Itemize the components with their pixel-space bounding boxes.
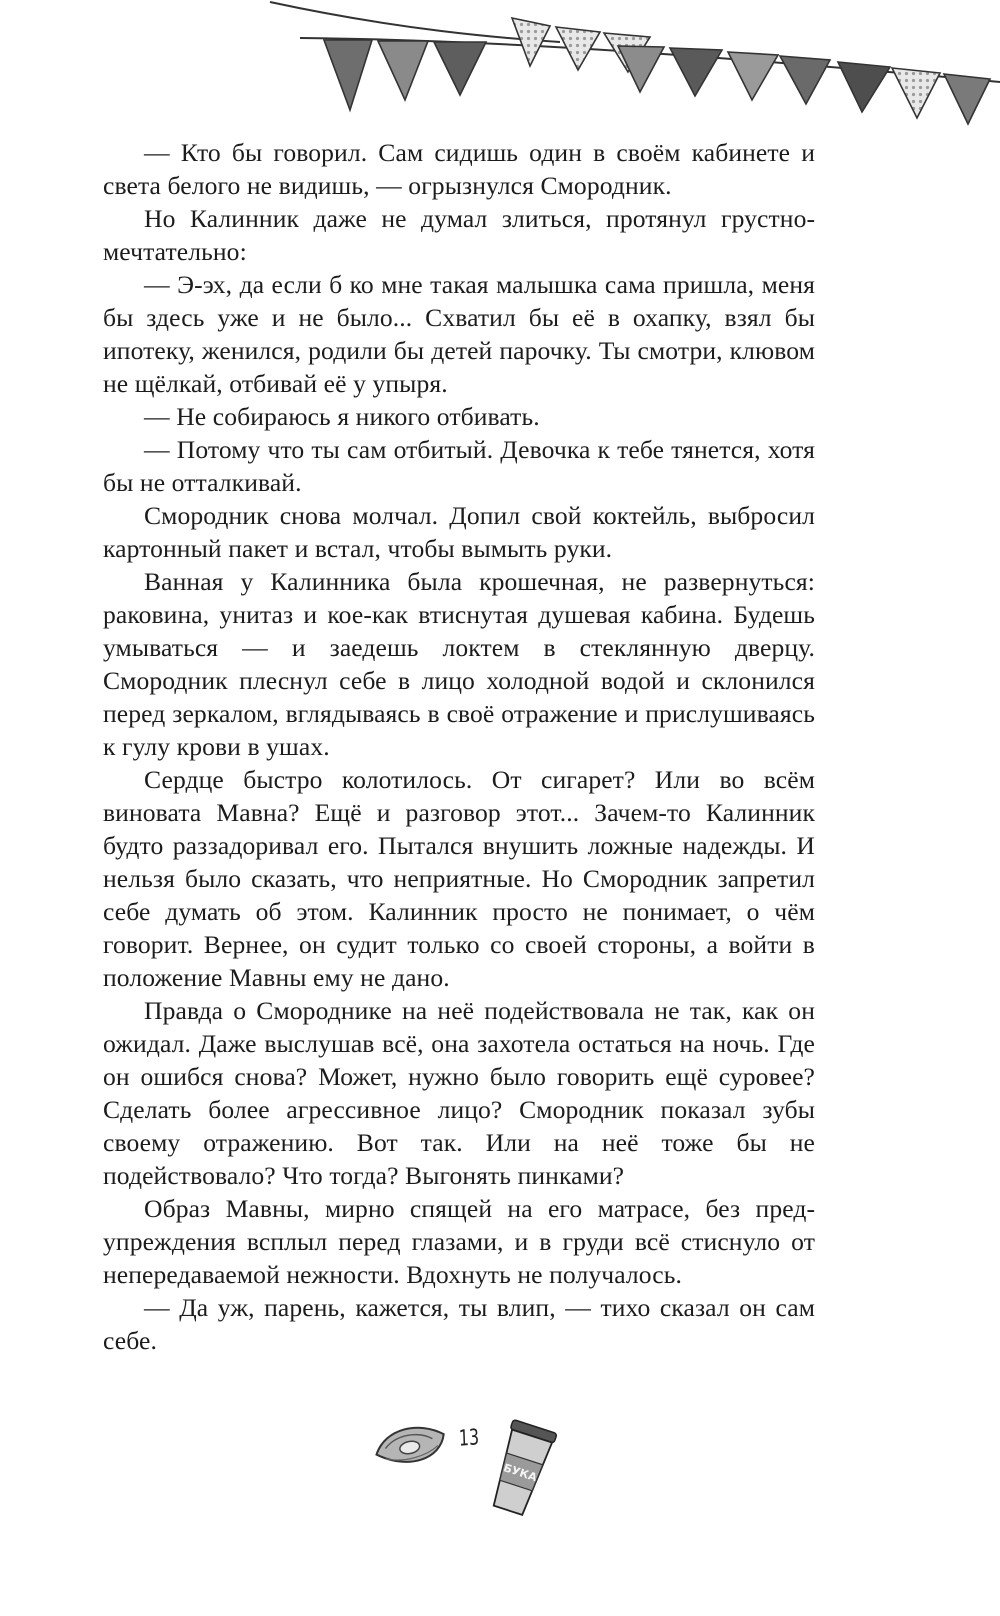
paragraph: Смородник снова молчал. Допил свой коктейль, выбросил картонный пакет и встал, чтобы вымыть руки. [103, 501, 815, 563]
bunting-flags-icon [0, 0, 1000, 130]
body-text [103, 136, 815, 1357]
paragraph: Образ Мавны, мирно спящей на его матрасе, без предупреждения всплыл перед глазами, и в груди всё стиснуло от непередаваемой нежности. Вдохнуть не получалось. [103, 1194, 815, 1289]
pie-pastry-icon [373, 1422, 448, 1469]
footer-illustration [0, 1400, 1000, 1540]
paragraph: — Кто бы говорил. Сам сидишь один в своём кабинете и света белого не видишь, — огрызнулся Смородник. [103, 138, 815, 200]
paragraph: Сердце быстро колотилось. От сигарет? Или во всём виновата Мавна? Ещё и разговор этот... Зачем-то Калинник будто раззадоривал его. Пытался внушить ложные надежды. И нельзя было сказать, что неприятные. Но Смородник запретил себе думать об этом. Калинник просто не понимает, о чём говорит. Вернее, он судит только со своей стороны, а войти в положение Мавны ему не дано. [103, 765, 815, 992]
paragraph: — Э-эх, да если б ко мне такая малышка сама пришла, меня бы здесь уже и не было... Схватил бы её в охапку, взял бы ипотеку, женился, родили бы детей парочку. Ты смотри, клювом не щёлкай, отбивай её у упыря. [103, 270, 815, 398]
paragraph: Но Калинник даже не думал злиться, протянул грустномечтательно: [103, 204, 815, 266]
paragraph: Правда о Смороднике на неё подействовала не так, как он ожидал. Даже выслушав всё, она захотела остаться на ночь. Где он ошибся снова? Может, нужно было говорить ещё суровее? Сделать более агрессивное лицо? Смородник показал зубы своему отражению. Вот так. Или на неё тоже бы не подействовало? Что тогда? Выгонять пинками? [103, 996, 815, 1190]
cup-label: БУКА [501, 1461, 539, 1485]
page-number: 13 [458, 1425, 480, 1452]
paragraph: — Да уж, парень, кажется, ты влип, — тихо сказал он сам себе. [103, 1293, 815, 1355]
coffee-cup-icon [486, 1419, 557, 1517]
paragraph: Ванная у Калинника была крошечная, не развернуться: раковина, унитаз и кое-как втиснутая душевая кабина. Будешь умываться — и заедешь локтем в стеклянную дверцу. Смородник плеснул себе в лицо холодной водой и склонился перед зеркалом, вглядываясь в своё отражение и прислушиваясь к гулу крови в ушах. [103, 567, 815, 761]
paragraph: — Потому что ты сам отбитый. Девочка к тебе тянется, хотя бы не отталкивай. [103, 435, 815, 497]
paragraph: — Не собираюсь я никого отбивать. [144, 402, 540, 431]
